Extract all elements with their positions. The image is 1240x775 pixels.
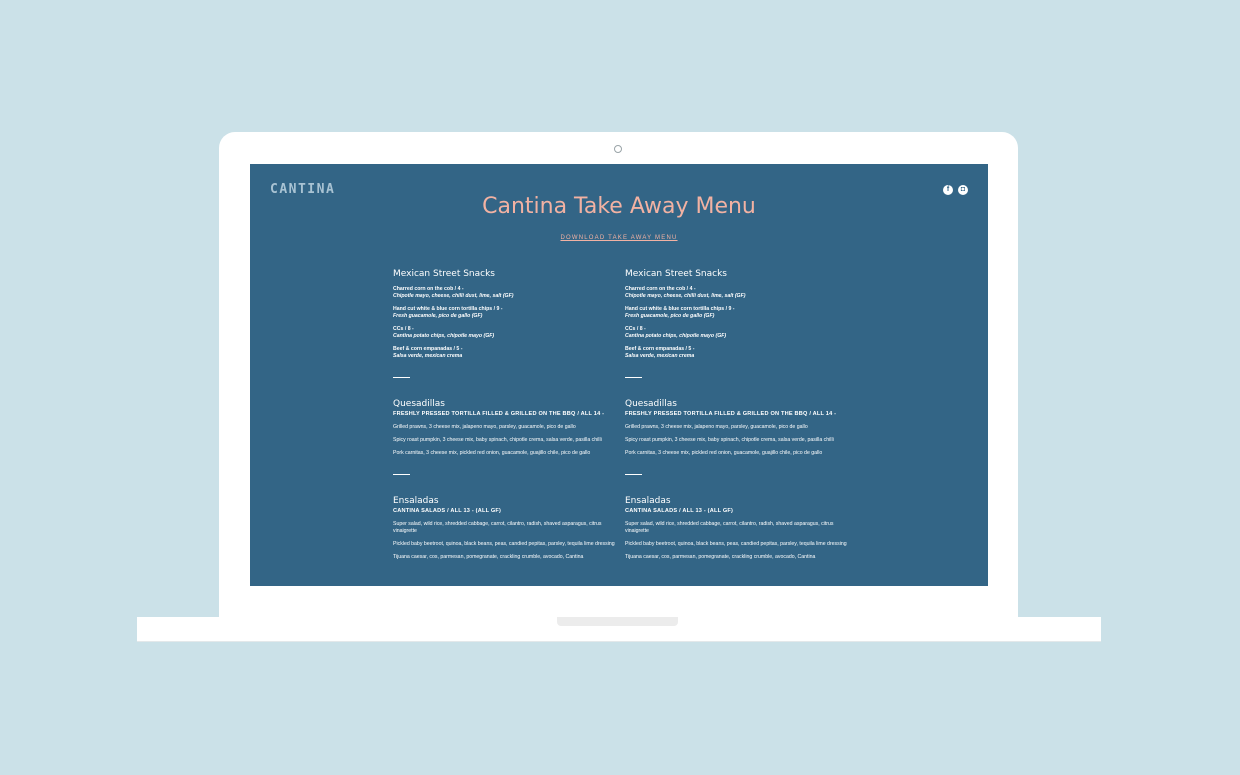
section-heading: Quesadillas xyxy=(393,399,445,409)
item-name: Beef & corn empanadas / 5 - xyxy=(625,346,695,352)
item-name: Beef & corn empanadas / 5 - xyxy=(393,346,463,352)
item-desc: Salsa verde, mexican crema xyxy=(625,353,695,359)
section-subheading: CANTINA SALADS / ALL 13 - (ALL GF) xyxy=(625,508,734,514)
item-name: Charred corn on the cob / 4 - xyxy=(393,286,464,292)
divider xyxy=(625,474,642,475)
menu-item xyxy=(393,306,615,320)
menu-item xyxy=(625,306,847,320)
menu-item: Super salad, wild rice, shredded cabbage, carrot, cilantro, radish, shaved asparagus, citrus vinaigrette xyxy=(625,521,834,534)
menu-item xyxy=(393,286,615,300)
menu-column-left xyxy=(393,269,615,561)
divider xyxy=(625,377,642,378)
item-desc: Chipotle mayo, cheese, chilli dust, lime, salt (GF) xyxy=(625,293,746,299)
item-desc: Chipotle mayo, cheese, chilli dust, lime, salt (GF) xyxy=(393,293,514,299)
section-heading: Mexican Street Snacks xyxy=(393,269,495,279)
menu-item xyxy=(625,286,847,300)
section-heading: Ensaladas xyxy=(625,496,671,506)
menu-item xyxy=(625,346,847,360)
section-subheading: FRESHLY PRESSED TORTILLA FILLED & GRILLED ON THE BBQ / ALL 14 - xyxy=(625,411,837,417)
section-subheading: FRESHLY PRESSED TORTILLA FILLED & GRILLED ON THE BBQ / ALL 14 - xyxy=(393,411,605,417)
item-desc: Salsa verde, mexican crema xyxy=(393,353,463,359)
laptop-notch xyxy=(557,617,678,626)
section-quesadillas xyxy=(625,399,847,457)
camera-icon xyxy=(614,145,622,153)
section-ensaladas xyxy=(625,496,847,561)
section-snacks xyxy=(393,269,615,360)
laptop-screen xyxy=(250,164,988,586)
menu-item: Spicy roast pumpkin, 3 cheese mix, baby spinach, chipotle crema, salsa verde, pasilla chilli xyxy=(625,437,834,443)
item-desc: Cantina potato chips, chipotle mayo (GF) xyxy=(393,333,495,339)
site-logo[interactable]: CANTINA xyxy=(270,182,336,197)
item-desc: Fresh guacamole, pico de gallo (GF) xyxy=(393,313,483,319)
divider xyxy=(393,474,410,475)
section-quesadillas xyxy=(393,399,615,457)
menu-item: Grilled prawns, 3 cheese mix, jalapeno mayo, parsley, guacamole, pico de gallo xyxy=(625,424,808,430)
menu-item: Pork carnitas, 3 cheese mix, pickled red onion, guacamole, guajillo chile, pico de gallo xyxy=(625,450,823,456)
menu-item: Grilled prawns, 3 cheese mix, jalapeno mayo, parsley, guacamole, pico de gallo xyxy=(393,424,576,430)
item-desc: Fresh guacamole, pico de gallo (GF) xyxy=(625,313,715,319)
section-heading: Ensaladas xyxy=(393,496,439,506)
item-name: CCs / 8 - xyxy=(625,326,646,332)
item-name: Charred corn on the cob / 4 - xyxy=(625,286,696,292)
menu-item xyxy=(625,326,847,340)
menu-item: Pickled baby beetroot, quinoa, black beans, peas, candied pepitas, parsley, tequila lime dressing xyxy=(393,541,615,547)
menu-item: Pork carnitas, 3 cheese mix, pickled red onion, guacamole, guajillo chile, pico de gallo xyxy=(393,450,591,456)
menu-item: Super salad, wild rice, shredded cabbage, carrot, cilantro, radish, shaved asparagus, citrus vinaigrette xyxy=(393,521,602,534)
page-title: Cantina Take Away Menu xyxy=(482,194,756,219)
facebook-icon[interactable]: f xyxy=(943,185,953,195)
menu-item xyxy=(393,326,615,340)
menu-item: Tijuana caesar, cos, parmesan, pomegranate, crackling crumble, avocado, Cantina xyxy=(393,554,584,560)
section-heading: Quesadillas xyxy=(625,399,677,409)
section-ensaladas xyxy=(393,496,615,561)
menu-item xyxy=(393,346,615,360)
menu-item: Pickled baby beetroot, quinoa, black beans, peas, candied pepitas, parsley, tequila lime dressing xyxy=(625,541,847,547)
menu-item: Spicy roast pumpkin, 3 cheese mix, baby spinach, chipotle crema, salsa verde, pasilla chilli xyxy=(393,437,602,443)
instagram-icon[interactable]: ◘ xyxy=(958,185,968,195)
item-name: CCs / 8 - xyxy=(393,326,414,332)
section-heading: Mexican Street Snacks xyxy=(625,269,727,279)
section-snacks xyxy=(625,269,847,360)
item-name: Hand cut white & blue corn tortilla chips / 9 - xyxy=(625,306,735,312)
item-name: Hand cut white & blue corn tortilla chips / 9 - xyxy=(393,306,503,312)
item-desc: Cantina potato chips, chipotle mayo (GF) xyxy=(625,333,727,339)
menu-item: Tijuana caesar, cos, parmesan, pomegranate, crackling crumble, avocado, Cantina xyxy=(625,554,816,560)
download-menu-link[interactable]: DOWNLOAD TAKE AWAY MENU xyxy=(560,235,678,241)
menu-column-right xyxy=(625,269,847,561)
divider xyxy=(393,377,410,378)
section-subheading: CANTINA SALADS / ALL 13 - (ALL GF) xyxy=(393,508,502,514)
